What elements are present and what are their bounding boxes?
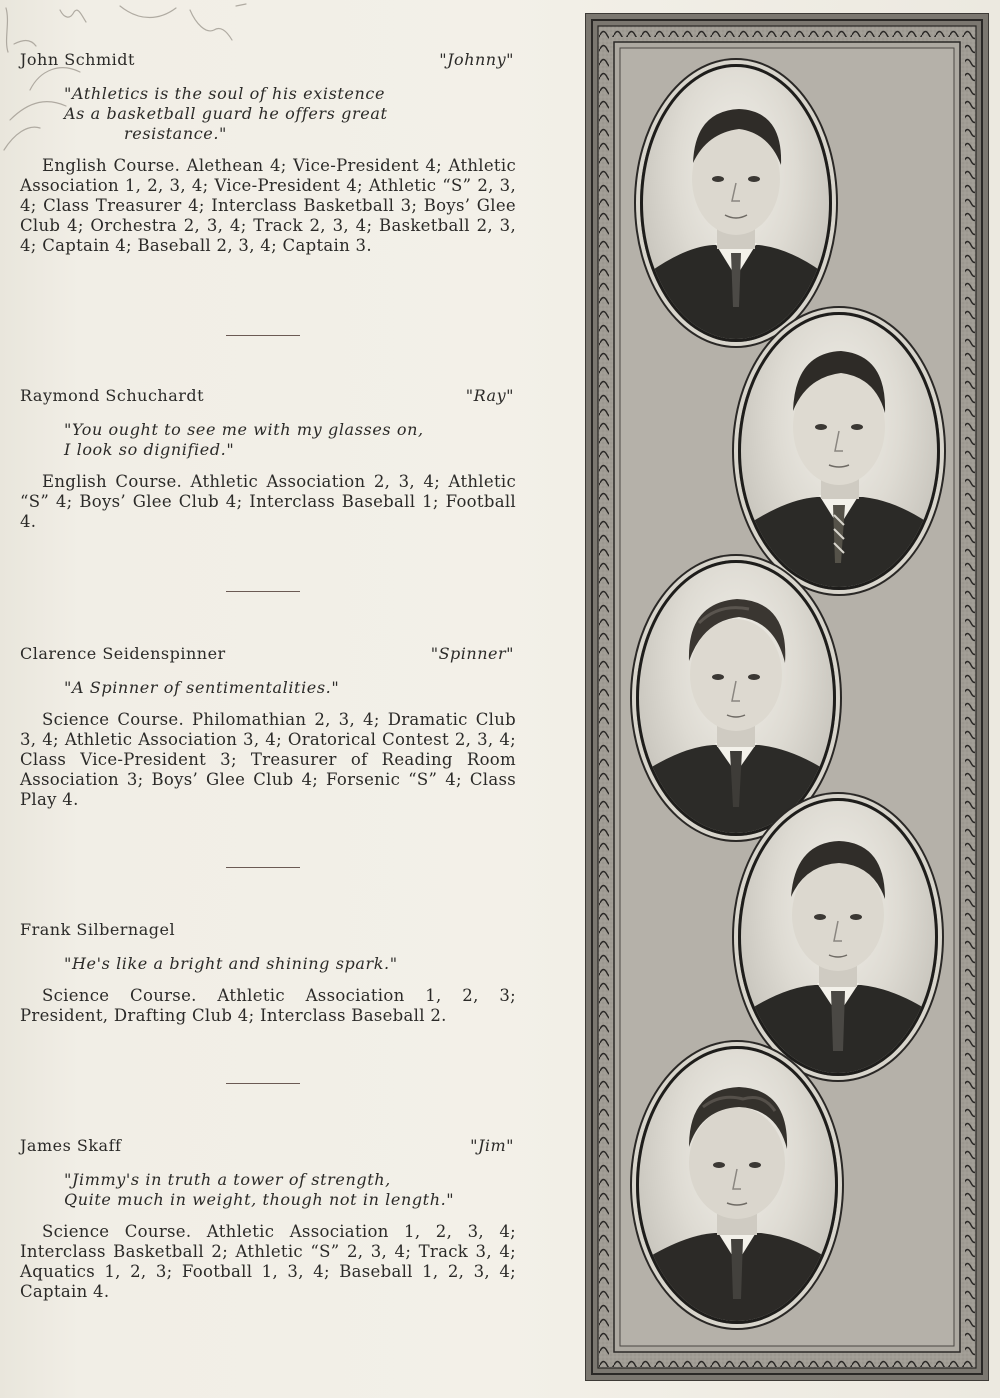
name-row <box>20 916 516 942</box>
name-row <box>20 1132 516 1158</box>
student-entry <box>20 916 516 1026</box>
student-bio: Science Course. Athletic Association 1, 2, 3, 4; Interclass Basketball 2; Athletic “S” 2, 3, 4; Track 3, 4; Aquatics 1, 2, 3; Football 1, 3, 4; Baseball 1, 2, 3, 4; Captain 4. <box>20 1222 516 1301</box>
section-divider <box>226 591 300 592</box>
photo-panel <box>586 14 988 1380</box>
quote-line: "Jimmy's in truth a tower of strength, <box>64 1170 391 1189</box>
student-name: James Skaff <box>20 1136 122 1155</box>
portrait-photo <box>636 1046 838 1324</box>
student-quote <box>64 678 516 698</box>
student-quote <box>64 84 516 144</box>
section-divider <box>226 1083 300 1084</box>
section-divider <box>226 335 300 336</box>
quote-line: As a basketball guard he offers great <box>64 104 388 123</box>
portrait-photo <box>738 798 938 1076</box>
quote-line: Quite much in weight, though not in length." <box>64 1190 455 1209</box>
student-name: John Schmidt <box>20 50 135 69</box>
student-quote <box>64 420 516 460</box>
student-name: Clarence Seidenspinner <box>20 644 226 663</box>
student-entry <box>20 1132 516 1302</box>
portrait-figure <box>643 67 829 339</box>
student-entry <box>20 640 516 810</box>
quote-line: "He's like a bright and shining spark." <box>64 954 398 973</box>
section-divider <box>226 867 300 868</box>
quote-line: "You ought to see me with my glasses on, <box>64 420 424 439</box>
quote-line: resistance." <box>124 124 228 143</box>
name-row <box>20 382 516 408</box>
quote-line: I look so dignified." <box>64 440 235 459</box>
quote-line: "A Spinner of sentimentalities." <box>64 678 340 697</box>
student-nickname: "Ray" <box>465 386 514 405</box>
student-name: Raymond Schuchardt <box>20 386 205 405</box>
quote-line: "Athletics is the soul of his existence <box>64 84 386 103</box>
student-nickname: "Johnny" <box>439 50 514 69</box>
student-bio: English Course. Athletic Association 2, 3, 4; Athletic “S” 4; Boys’ Glee Club 4; Interclass Baseball 1; Football 4. <box>20 472 516 531</box>
student-quote <box>64 1170 516 1210</box>
student-entry <box>20 46 516 256</box>
student-entry <box>20 382 516 532</box>
portrait-photo <box>636 560 836 836</box>
portrait-photo <box>640 64 832 342</box>
student-bio: Science Course. Philomathian 2, 3, 4; Dramatic Club 3, 4; Athletic Association 3, 4; Oratorical Contest 2, 3, 4; Class Vice-President 3; Treasurer of Reading Room Association 3; Boys’ Glee Club 4; Forsenic “S” 4; Class Play 4. <box>20 710 516 809</box>
portrait-figure <box>639 563 833 833</box>
name-row <box>20 46 516 72</box>
portrait-figure <box>639 1049 835 1321</box>
portrait-photo <box>738 312 940 590</box>
student-quote <box>64 954 516 974</box>
student-bio: Science Course. Athletic Association 1, 2, 3; President, Drafting Club 4; Interclass Baseball 2. <box>20 986 516 1025</box>
student-bio: English Course. Alethean 4; Vice-President 4; Athletic Association 1, 2, 3, 4; Vice-President 4; Athletic “S” 2, 3, 4; Class Treasurer 4; Interclass Basketball 3; Boys’ Glee Club 4; Orchestra 2, 3, 4; Track 2, 3, 4; Basketball 2, 3, 4; Captain 4; Baseball 2, 3, 4; Captain 3. <box>20 156 516 255</box>
name-row <box>20 640 516 666</box>
student-nickname: "Spinner" <box>430 644 514 663</box>
portrait-figure <box>741 315 937 587</box>
portrait-figure <box>741 801 935 1073</box>
student-name: Frank Silbernagel <box>20 920 176 939</box>
student-nickname: "Jim" <box>470 1136 514 1155</box>
